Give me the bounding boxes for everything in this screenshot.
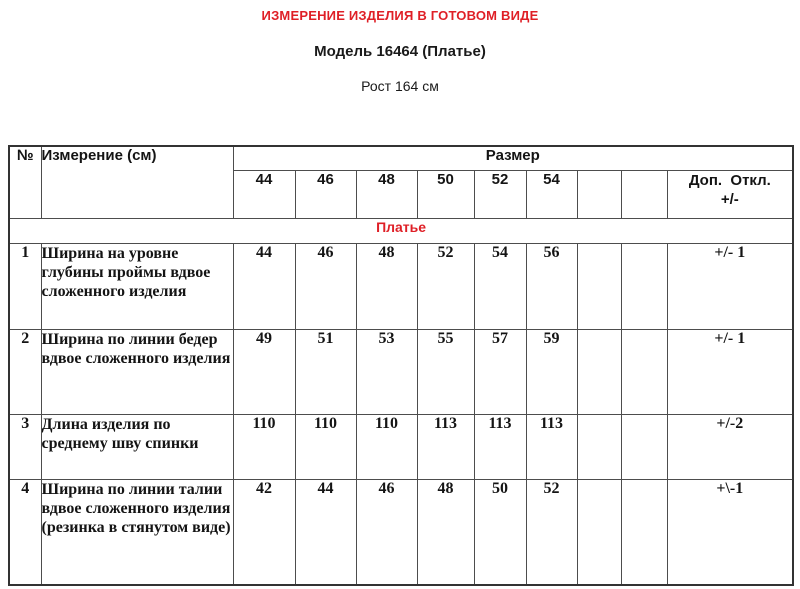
row-value: [577, 415, 621, 480]
row-value: 113: [526, 415, 577, 480]
row-value: [621, 244, 667, 330]
row-value: [577, 480, 621, 585]
size-header-54: 54: [526, 171, 577, 219]
table-row: [9, 244, 793, 330]
section-row: [9, 219, 793, 244]
size-header-50: 50: [417, 171, 474, 219]
row-value: 57: [474, 330, 526, 415]
row-tolerance: +/- 1: [667, 244, 793, 330]
model-title: Модель 16464 (Платье): [314, 43, 486, 60]
row-tolerance: +/- 1: [667, 330, 793, 415]
height-note: Рост 164 см: [361, 78, 439, 94]
column-header-size: Размер: [233, 146, 793, 171]
row-value: [577, 330, 621, 415]
size-header-46: 46: [295, 171, 356, 219]
measurement-document: [0, 8, 800, 589]
row-value: 48: [417, 480, 474, 585]
section-title: Платье: [9, 219, 793, 244]
row-value: 49: [233, 330, 295, 415]
row-value: 113: [417, 415, 474, 480]
row-value: 48: [356, 244, 417, 330]
row-label: Ширина на уровне глубины проймы вдвое сложенного изделия: [41, 244, 233, 330]
row-value: 110: [233, 415, 295, 480]
row-value: 110: [356, 415, 417, 480]
row-label: Ширина по линии бедер вдвое сложенного изделия: [41, 330, 233, 415]
row-value: [621, 480, 667, 585]
row-value: [621, 415, 667, 480]
row-value: 44: [233, 244, 295, 330]
row-value: 113: [474, 415, 526, 480]
document-title: ИЗМЕРЕНИЕ ИЗДЕЛИЯ В ГОТОВОМ ВИДЕ: [261, 8, 539, 23]
size-header-52: 52: [474, 171, 526, 219]
row-tolerance: +/-2: [667, 415, 793, 480]
row-value: 56: [526, 244, 577, 330]
table-row: [9, 480, 793, 585]
table-row: [9, 330, 793, 415]
table-row: [9, 415, 793, 480]
row-value: 46: [295, 244, 356, 330]
measurements-table: [8, 145, 794, 586]
size-header-empty-1: [577, 171, 621, 219]
row-number: 3: [9, 415, 41, 480]
table-header-row-1: [9, 146, 793, 171]
size-header-44: 44: [233, 171, 295, 219]
row-value: 52: [417, 244, 474, 330]
row-value: [577, 244, 621, 330]
row-value: 52: [526, 480, 577, 585]
row-value: 110: [295, 415, 356, 480]
row-label: Длина изделия по среднему шву спинки: [41, 415, 233, 480]
tolerance-column-header: [667, 171, 793, 219]
tolerance-header-line1: Доп. Откл.: [688, 172, 771, 189]
row-label: Ширина по линии талии вдвое сложенного изделия (резинка в стянутом виде): [41, 480, 233, 585]
row-number: 4: [9, 480, 41, 585]
row-value: 44: [295, 480, 356, 585]
row-value: 50: [474, 480, 526, 585]
row-value: 59: [526, 330, 577, 415]
row-value: [621, 330, 667, 415]
row-value: 55: [417, 330, 474, 415]
column-header-number: №: [9, 146, 41, 219]
row-value: 51: [295, 330, 356, 415]
row-value: 46: [356, 480, 417, 585]
row-tolerance: +\-1: [667, 480, 793, 585]
row-number: 2: [9, 330, 41, 415]
column-header-measurement: Измерение (см): [41, 146, 233, 219]
row-value: 42: [233, 480, 295, 585]
size-header-48: 48: [356, 171, 417, 219]
row-number: 1: [9, 244, 41, 330]
row-value: 53: [356, 330, 417, 415]
tolerance-header-line2: +/-: [720, 191, 739, 208]
size-header-empty-2: [621, 171, 667, 219]
row-value: 54: [474, 244, 526, 330]
